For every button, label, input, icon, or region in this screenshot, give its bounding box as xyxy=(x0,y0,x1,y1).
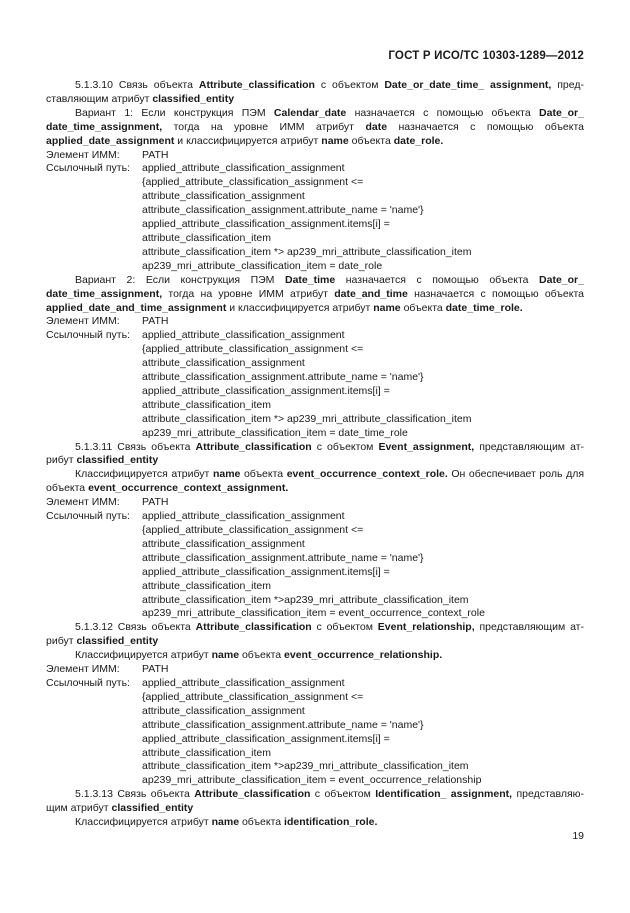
reference-path-line: attribute_classification_item *> ap239_mri_attribute_classification_item xyxy=(142,412,472,425)
element-value: PATH xyxy=(142,315,169,328)
page-number: 19 xyxy=(572,830,584,842)
element-label: Элемент ИММ: xyxy=(46,496,120,509)
section-body-paragraph: Классифицируется атрибут name объекта identification_role. xyxy=(75,816,378,829)
reference-path-line: attribute_classification_assignment.attribute_name = 'name'} xyxy=(142,204,424,217)
reference-path-line: attribute_classification_assignment xyxy=(142,537,305,550)
reference-path-line: ap239_mri_attribute_classification_item = date_time_role xyxy=(142,426,408,439)
reference-path-line: attribute_classification_item xyxy=(142,746,271,759)
reference-path-line: attribute_classification_item *>ap239_mri_attribute_classification_item xyxy=(142,760,469,773)
element-row xyxy=(46,149,584,163)
section-heading-5-1-3-11: 5.1.3.11 Связь объекта Attribute_classification с объектом Event_assignment, представляющим ат-рибут classified_entity xyxy=(46,440,584,467)
reference-path-block xyxy=(46,329,584,440)
reference-path-line: {applied_attribute_classification_assignment <= xyxy=(142,176,364,189)
reference-path-line: applied_attribute_classification_assignment.items[i] = xyxy=(142,732,390,745)
reference-path-line: attribute_classification_assignment.attribute_name = 'name'} xyxy=(142,718,424,731)
reference-path-line: attribute_classification_assignment.attribute_name = 'name'} xyxy=(142,551,424,564)
section-heading-5-1-3-13: 5.1.3.13 Связь объекта Attribute_classification с объектом Identification_ assignment, представляю-щим атрибут classified_entity xyxy=(46,788,585,815)
reference-path-lines xyxy=(142,162,584,273)
reference-path-line: applied_attribute_classification_assignment xyxy=(142,676,345,689)
reference-path-block xyxy=(46,677,584,788)
element-label: Элемент ИММ: xyxy=(46,663,120,676)
reference-path-line: {applied_attribute_classification_assignment <= xyxy=(142,343,364,356)
reference-path-line: attribute_classification_item *>ap239_mri_attribute_classification_item xyxy=(142,593,469,606)
reference-path-label: Ссылочный путь: xyxy=(46,162,130,175)
reference-path-line: attribute_classification_assignment xyxy=(142,357,305,370)
reference-path-line: attribute_classification_assignment xyxy=(142,190,305,203)
element-value: PATH xyxy=(142,663,169,676)
reference-path-line: applied_attribute_classification_assignment.items[i] = xyxy=(142,384,390,397)
element-row xyxy=(46,315,584,329)
element-row xyxy=(46,663,584,677)
reference-path-line: applied_attribute_classification_assignment xyxy=(142,329,345,342)
element-label: Элемент ИММ: xyxy=(46,148,120,161)
reference-path-line: ap239_mri_attribute_classification_item = date_role xyxy=(142,259,383,272)
section-body-paragraph: Классифицируется атрибут name объекта event_occurrence_relationship. xyxy=(75,649,443,662)
reference-path-lines xyxy=(142,510,584,621)
reference-path-lines xyxy=(142,329,584,440)
reference-path-line: ap239_mri_attribute_classification_item = event_occurrence_context_role xyxy=(142,607,485,620)
reference-path-label: Ссылочный путь: xyxy=(46,510,130,523)
element-row xyxy=(46,496,584,510)
reference-path-line: attribute_classification_assignment.attribute_name = 'name'} xyxy=(142,371,424,384)
reference-path-line: {applied_attribute_classification_assignment <= xyxy=(142,524,364,536)
reference-path-label: Ссылочный путь: xyxy=(46,676,130,689)
variant-1-paragraph: Вариант 1: Если конструкция ПЭМ Calendar_date назначается с помощью объекта Date_or_ date_time_assignment, тогда на уровне ИММ атрибут date назначается с помощью объекта applied_date_assignment и классифицируется атрибут name объекта date_role. xyxy=(46,106,585,147)
section-heading-5-1-3-10: 5.1.3.10 Связь объекта Attribute_classification с объектом Date_or_date_time_ assignment, пред-ставляющим атрибут classified_entity xyxy=(46,79,584,105)
reference-path-line: applied_attribute_classification_assignment.items[i] = xyxy=(142,565,390,578)
reference-path-line: ap239_mri_attribute_classification_item = event_occurrence_relationship xyxy=(142,774,482,787)
standard-header: ГОСТ Р ИСО/ТС 10303-1289—2012 xyxy=(388,50,584,62)
reference-path-label: Ссылочный путь: xyxy=(46,329,130,342)
element-value: PATH xyxy=(142,148,169,161)
element-label: Элемент ИММ: xyxy=(46,315,120,328)
reference-path-line: attribute_classification_item xyxy=(142,231,271,244)
variant-2-paragraph: Вариант 2: Если конструкция ПЭМ Date_time назначается с помощью объекта Date_or_ date_time_assignment, тогда на уровне ИММ атрибут date_and_time назначается с помощью объекта applied_date_and_time_assignment и классифицируется атрибут name объекта date_time_role. xyxy=(46,273,584,314)
reference-path-line: attribute_classification_item *> ap239_mri_attribute_classification_item xyxy=(142,245,472,258)
section-heading-5-1-3-12: 5.1.3.12 Связь объекта Attribute_classification с объектом Event_relationship, представляющим ат-рибут classified_entity xyxy=(46,621,584,648)
document-body xyxy=(46,79,584,830)
reference-path-line: applied_attribute_classification_assignment xyxy=(142,510,345,523)
reference-path-line: applied_attribute_classification_assignment.items[i] = xyxy=(142,218,390,231)
reference-path-block xyxy=(46,162,584,273)
reference-path-line: attribute_classification_item xyxy=(142,579,271,592)
reference-path-lines xyxy=(142,677,584,788)
reference-path-line: attribute_classification_assignment xyxy=(142,704,305,717)
section-body-paragraph: Классифицируется атрибут name объекта event_occurrence_context_role. Он обеспечивает роль для объекта event_occurrence_context_assignment. xyxy=(46,468,585,495)
reference-path-block xyxy=(46,510,584,621)
reference-path-line: {applied_attribute_classification_assignment <= xyxy=(142,690,364,703)
element-value: PATH xyxy=(142,496,169,509)
reference-path-line: attribute_classification_item xyxy=(142,398,271,411)
reference-path-line: applied_attribute_classification_assignment xyxy=(142,162,345,175)
